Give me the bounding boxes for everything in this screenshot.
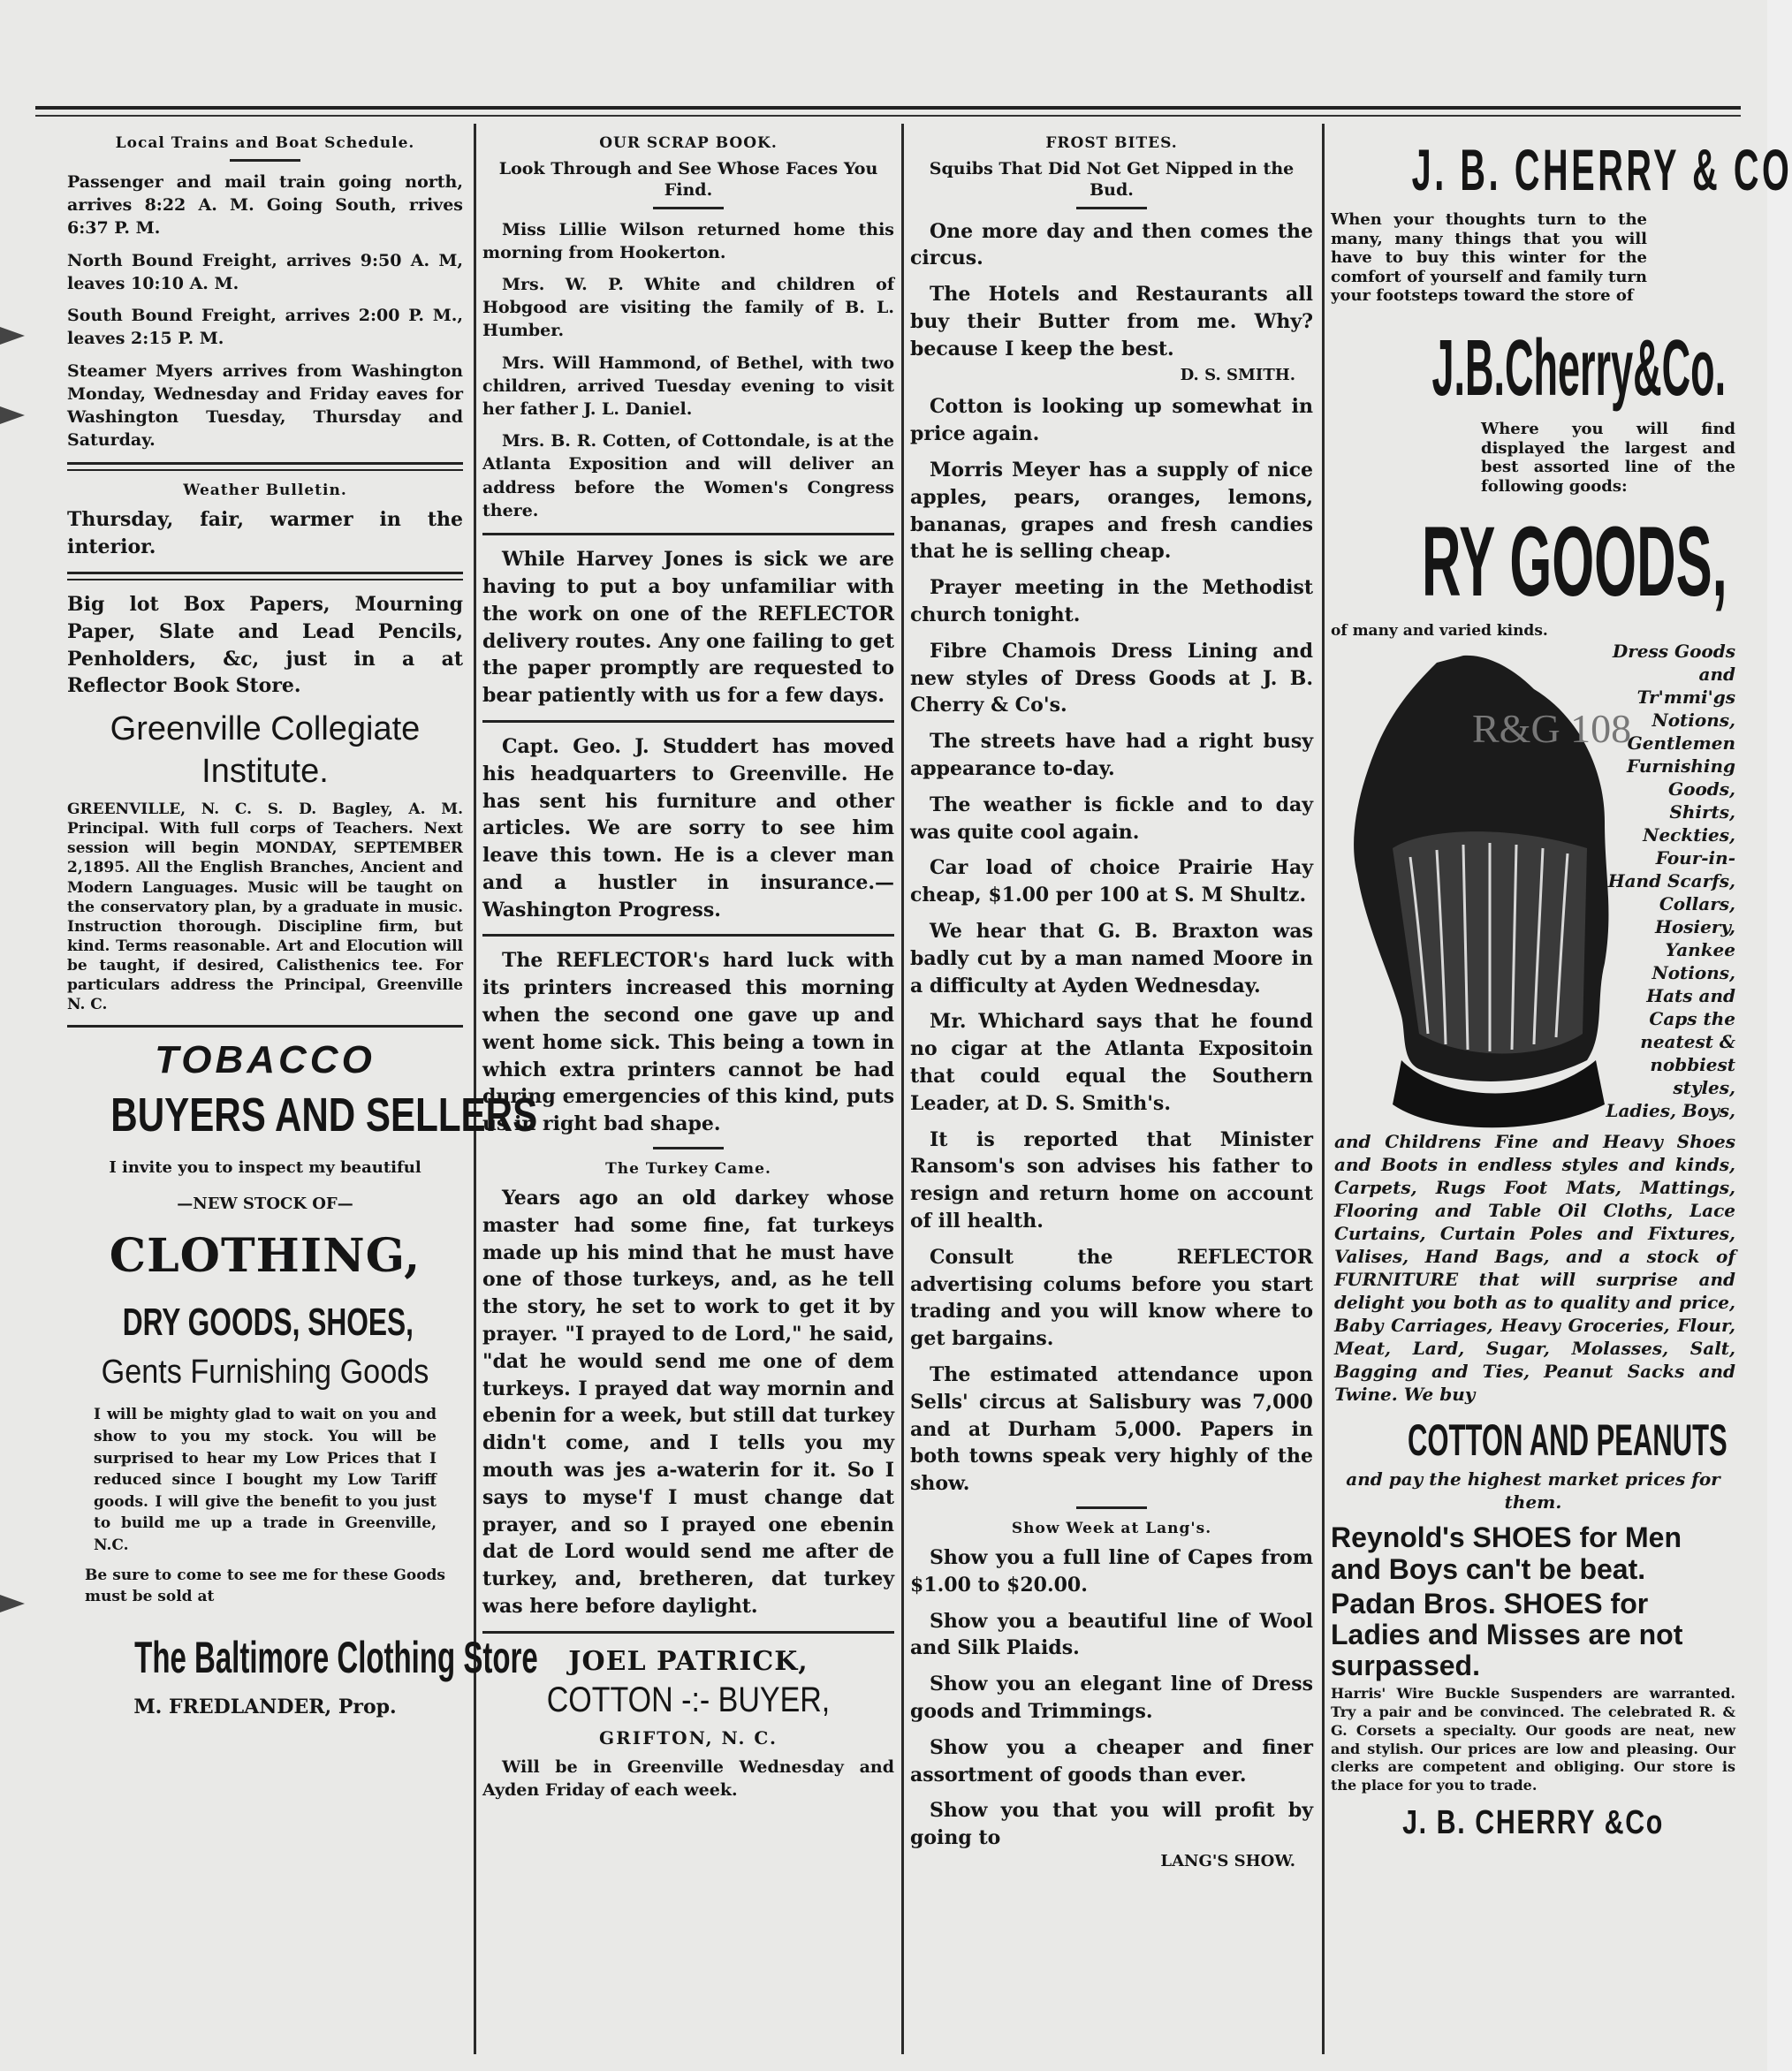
corset-label: R&G 108 [1472, 706, 1632, 752]
margin-mark-icon [0, 327, 49, 345]
frost-item: Prayer meeting in the Methodist church tonight. [910, 576, 1313, 627]
frost-item: The estimated attendance upon Sells' circus at Salisbury was 7,000 and at Durham 5,000. Papers in both towns speak very highly of the show. [910, 1362, 1313, 1496]
scrap-item: Mrs. Will Hammond, of Bethel, with two children, arrived Tuesday evening to visit her father J. L. Daniel. [482, 353, 894, 420]
proprietor: M. FREDLANDER, Prop. [133, 1695, 397, 1719]
double-rule [67, 462, 463, 471]
cotton-peanuts-title: COTTON AND PEANUTS [1408, 1415, 1727, 1466]
column-4 [1325, 124, 1792, 2059]
new-stock-text: —NEW STOCK OF— [177, 1195, 353, 1214]
scrapbook-heading: OUR SCRAP BOOK. [599, 134, 778, 152]
gents-title: Gents Furnishing Goods [101, 1354, 429, 1392]
frost-item: Mr. Whichard says that he found no cigar at the Atlanta Expositoin that could equal the Southern Leader, at D. S. Smith's. [910, 1010, 1313, 1115]
frost-sub: Squibs That Did Not Get Nipped in the Bud. [929, 159, 1295, 200]
joel-body: Will be in Greenville Wednesday and Ayden Friday of each week. [482, 1756, 894, 1801]
scrap-item: Mrs. W. P. White and children of Hobgood are visiting the family of B. L. Humber. [482, 274, 894, 341]
padan-text: Padan Bros. SHOES for Ladies and Misses are not surpassed. [1331, 1587, 1683, 1682]
frost-item: It is reported that Minister Ransom's son advises his father to resign and return home on account of ill health. [910, 1127, 1313, 1233]
cherry-big-name: J.B.Cherry&Co. [1431, 323, 1727, 413]
invite-text: I invite you to inspect my beautiful [109, 1158, 421, 1178]
show-item: Show you that you will profit by going to [910, 1799, 1313, 1850]
rule [482, 1631, 894, 1634]
be-sure-text: Be sure to come to see me for these Goods must be sold at [85, 1566, 445, 1605]
frost-item: The Hotels and Restaurants all buy their Butter from me. Why? because I keep the best. [910, 283, 1313, 360]
column-divider [1322, 124, 1325, 2054]
frost-item: The streets have had a right busy appearance to-day. [910, 730, 1313, 781]
show-item: Show you a full line of Capes from $1.00 to $20.00. [910, 1545, 1313, 1597]
column-1 [62, 124, 538, 2059]
rule [482, 934, 894, 937]
cherry-heading: J. B. CHERRY & CO [1411, 137, 1792, 202]
pay-text: and pay the highest market prices for them. [1346, 1468, 1720, 1513]
show-item: Show you an elegant line of Dress goods and Trimmings. [910, 1673, 1313, 1723]
frost-item: Consult the REFLECTOR advertising colums before you start trading and you will know where to get bargains. [910, 1245, 1313, 1351]
frost-item: Morris Meyer has a supply of nice apples, pears, oranges, lemons, bananas, grapes and fresh candies that he is selling cheap. [910, 459, 1313, 564]
store-name: The Baltimore Clothing Store [134, 1633, 538, 1683]
printers-item: The REFLECTOR's hard luck with its printers increased this morning when the second one gave up and went home sick. This being a town in which extra printers cannot be had during emergencies of this kind, puts us in right bad shape. [482, 949, 894, 1136]
show-item: Show you a beautiful line of Wool and Silk Plaids. [910, 1609, 1313, 1660]
rule [67, 1025, 463, 1028]
ry-goods-title: RY GOODS, [1422, 506, 1727, 618]
short-rule [653, 207, 724, 209]
column-3 [905, 124, 1318, 2059]
cherry-where: Where you will find displayed the largest and best assorted line of the following goods: [1481, 419, 1735, 496]
scrap-item: Miss Lillie Wilson returned home this morning from Hookerton. [482, 219, 894, 262]
short-rule [1076, 1506, 1147, 1509]
show-heading: Show Week at Lang's. [1011, 1519, 1212, 1537]
harris-text: Harris' Wire Buckle Suspenders are warranted. Try a pair and be convinced. The celebrated R. & G. Corsets a specialty. Our goods are neat, new and stylish. Our prices are low and pleasing. Our clerks are competent and obliging. Our store is the place for you to trade. [1331, 1685, 1735, 1794]
drygoods-title: DRY GOODS, SHOES, [122, 1301, 414, 1345]
scrapbook-sub: Look Through and See Whose Faces You Find. [498, 159, 878, 200]
weather-heading: Weather Bulletin. [183, 482, 347, 500]
kinds-text: of many and varied kinds. [1331, 622, 1548, 641]
train-item: Passenger and mail train going north, arrives 8:22 A. M. Going South, rrives 6:37 P. M. [67, 172, 463, 239]
scrap-item: Mrs. B. R. Cotten, of Cottondale, is at the Atlanta Exposition and will deliver an address before the Women's Congress there. [482, 431, 894, 520]
column-2 [477, 124, 900, 2059]
trains-heading: Local Trains and Boat Schedule. [115, 134, 415, 152]
short-rule [1076, 207, 1147, 209]
train-item: Steamer Myers arrives from Washington Monday, Wednesday and Friday eaves for Washington Tuesday, Thursday and Saturday. [67, 360, 463, 451]
cherry-footer: J. B. CHERRY &Co [1402, 1804, 1664, 1842]
top-rule-thin [35, 115, 1741, 117]
margin-mark-icon [0, 406, 49, 424]
cotton-buyer-title: COTTON -:- BUYER, [546, 1680, 831, 1719]
frost-item: Fibre Chamois Dress Lining and new styles of Dress Goods at J. B. Cherry & Co's. [910, 639, 1313, 717]
clothing-title: CLOTHING, [109, 1229, 421, 1284]
harvey-item: While Harvey Jones is sick we are having to put a boy unfamiliar with the work on one of the REFLECTOR delivery routes. Any one failing to get the paper promptly are requested to bear patiently with us for a few days. [482, 548, 894, 708]
tobacco-title: TOBACCO [155, 1038, 376, 1082]
top-rule [35, 106, 1741, 110]
glad-text: I will be mighty glad to wait on you and show to you my stock. You will be surprised to hear my Low Prices that I reduced since I bought my Low Tariff goods. I will give the benefit to you just to build me up a trade in Greenville, N.C. [94, 1406, 437, 1555]
frost-item: One more day and then comes the circus. [910, 219, 1313, 270]
goods-list-right: Dress Goods and Tr'mmi'gs Notions, Gentlemen Furnishing Goods, Shirts, Neckties, Four-in-Hand Scarfs, Collars, Hosiery, Yankee Notions, Hats and Caps the neatest & nobbiest styles, Ladies, Boys, [1606, 641, 1735, 1122]
box-papers-ad: Big lot Box Papers, Mourning Paper, Slate and Lead Pencils, Penholders, &c, just in a at Reflector Book Store. [67, 593, 463, 698]
corset-ad-area [1331, 640, 1735, 1130]
frost-item: We hear that G. B. Braxton was badly cut by a man named Moore in a difficulty at Ayden Wednesday. [910, 920, 1313, 998]
frost-item: Cotton is looking up somewhat in price again. [910, 395, 1313, 446]
goods-list-main: and Childrens Fine and Heavy Shoes and Boots in endless styles and kinds, Carpets, Rugs Foot Mats, Mattings, Flooring and Table Oil Cloths, Lace Curtains, Curtain Poles and Fixtures, Valises, Hand Bags, and a stock of FURNITURE that will surprise and delight you both as to quality and price, Baby Carriages, Heavy Groceries, Flour, Meat, Lard, Sugar, Molasses, Salt, Bagging and Ties, Peanut Sacks and Twine. We buy [1334, 1131, 1735, 1406]
train-item: North Bound Freight, arrives 9:50 A. M, leaves 10:10 A. M. [67, 250, 463, 293]
cherry-intro: When your thoughts turn to the many, many things that you will have to buy this winter for the comfort of yourself and family turn your footsteps toward the store of [1331, 210, 1647, 306]
short-rule [230, 159, 300, 162]
grifton-text: GRIFTON, N. C. [599, 1726, 778, 1749]
gci-body: GREENVILLE, N. C. S. D. Bagley, A. M. Principal. With full corps of Teachers. Next session will begin MONDAY, SEPTEMBER 2,1895. All the English Branches, Ancient and Modern Languages. Music will be taught on the conservatory plan, by a graduate in music. Instruction thorough. Discipline firm, but kind. Terms reasonable. Art and Elocution will be taught, if desired, Calisthenics tee. For particulars address the Principal, Greenville N. C. [67, 800, 463, 1014]
weather-text: Thursday, fair, warmer in the interior. [67, 508, 463, 559]
turkey-story: Years ago an old darkey whose master had some fine, fat turkeys made up his mind that he must have one of those turkeys, and, as he tell the story, he set to work to get it by prayer. "I prayed to de Lord," he said, "dat he would send me one of dem turkeys. I prayed dat way mornin and ebenin for a week, but still dat turkey didn't come, and I tells you my mouth was jes a-waterin for it. So I says to myse'f I must change dat prayer, and so I prayed one ebenin dat de Lord would send me after de turkey, and, bretheren, dat turkey was here before daylight. [482, 1187, 894, 1619]
column-divider [901, 124, 904, 2054]
joel-name: JOEL PATRICK, [568, 1645, 809, 1677]
frost-heading: FROST BITES. [1045, 134, 1178, 152]
corset-illustration [1340, 645, 1632, 1135]
double-rule [67, 572, 463, 580]
studdert-item: Capt. Geo. J. Studdert has moved his headquarters to Greenville. He has sent his furniture and other articles. We are sorry to see him leave this town. He is a clever man and a hustler in insurance.—Washington Progress. [482, 734, 894, 922]
frost-item: The weather is fickle and to day was quite cool again. [910, 793, 1313, 844]
frost-item: Car load of choice Prairie Hay cheap, $1.00 per 100 at S. M Shultz. [910, 856, 1313, 907]
turkey-heading: The Turkey Came. [605, 1160, 771, 1179]
train-item: South Bound Freight, arrives 2:00 P. M., leaves 2:15 P. M. [67, 306, 463, 349]
reynolds-text: Reynold's SHOES for Men and Boys can't be beat. [1331, 1521, 1682, 1585]
margin-mark-icon [0, 1595, 49, 1612]
buyers-sellers-title: BUYERS AND SELLERS [110, 1089, 538, 1142]
short-rule [653, 1147, 724, 1149]
smith-signature: D. S. SMITH. [1180, 366, 1295, 385]
rule [482, 533, 894, 535]
langs-signature: LANG'S SHOW. [1160, 1851, 1295, 1870]
gci-title: Greenville Collegiate Institute. [110, 710, 421, 790]
show-item: Show you a cheaper and finer assortment of goods than ever. [910, 1735, 1313, 1787]
rule [482, 720, 894, 723]
